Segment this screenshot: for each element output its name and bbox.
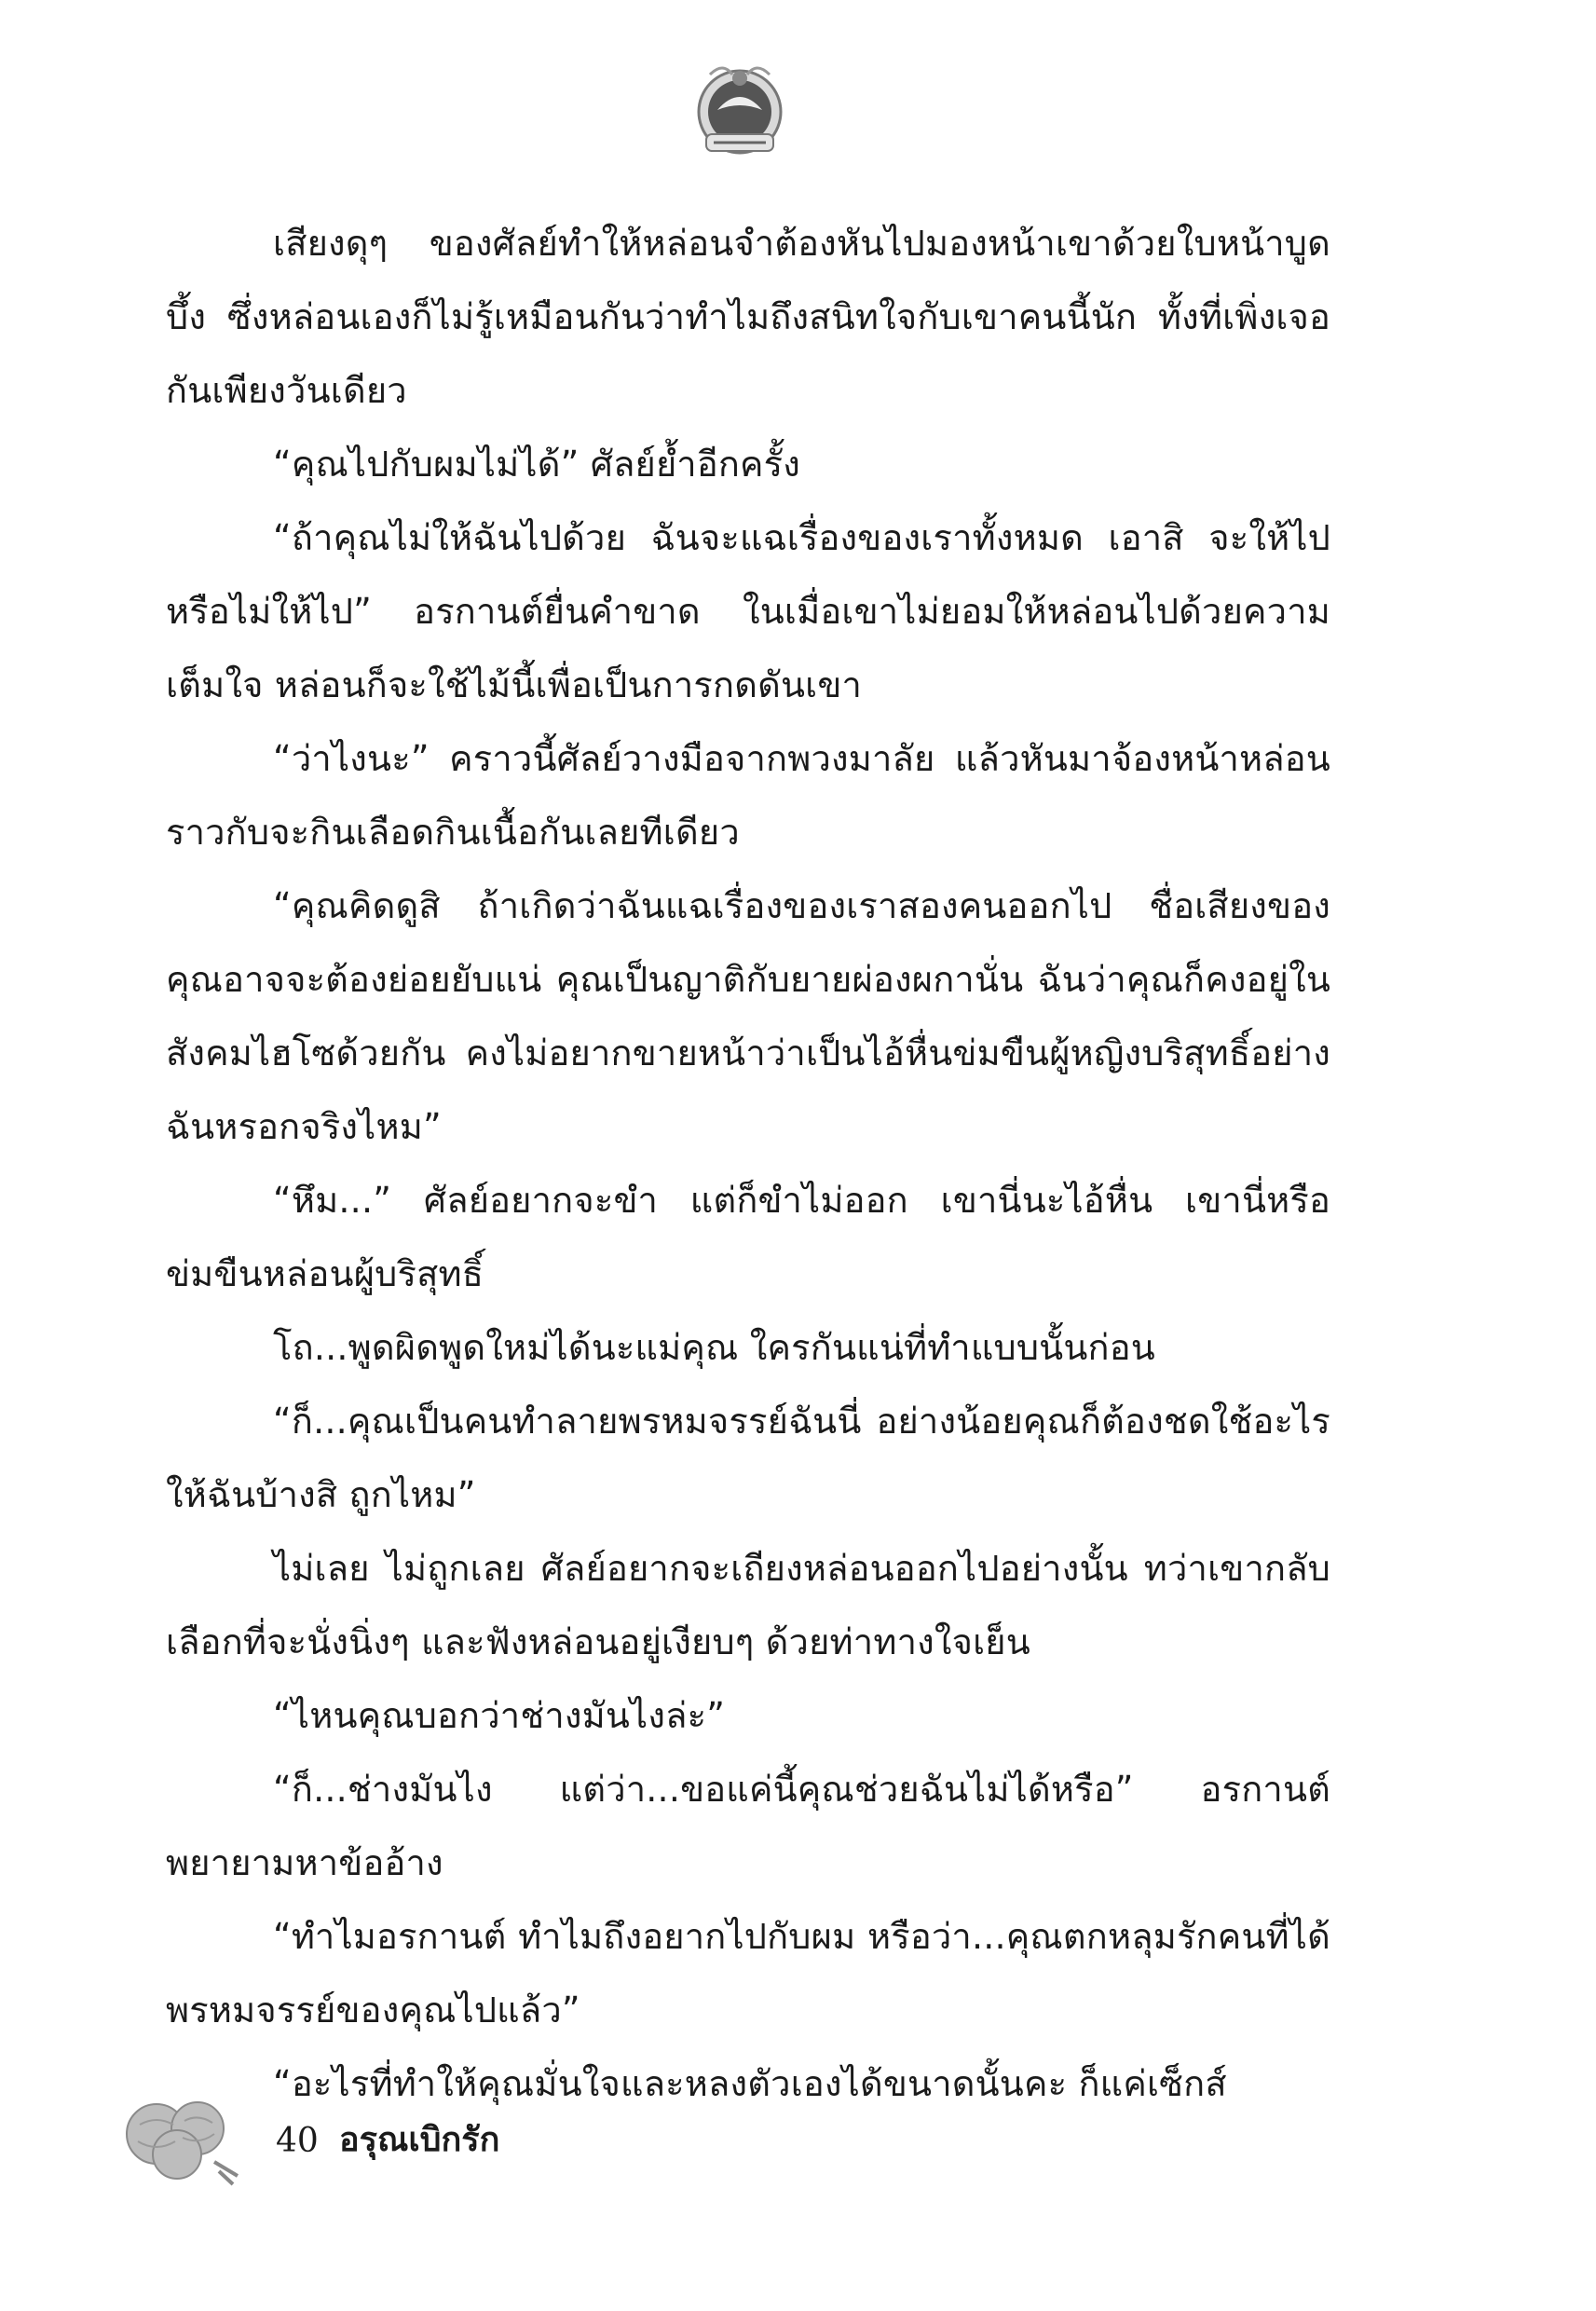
paragraph: “อะไรที่ทำให้คุณมั่นใจและหลงตัวเองได้ขนาดนั้นคะ ก็แค่เซ็กส์ bbox=[273, 2063, 1227, 2104]
paragraph: “ว่าไงนะ” คราวนี้ศัลย์วางมือจากพวงมาลัย แล้วหันมาจ้องหน้าหล่อนราวกับจะกินเลือดกินเนื้อกันเลยทีเดียว bbox=[166, 738, 1330, 853]
paragraph: เสียงดุๆ ของศัลย์ทำให้หล่อนจำต้องหันไปมองหน้าเขาด้วยใบหน้าบูดบึ้ง ซึ่งหล่อนเองก็ไม่รู้เหมือนกันว่าทำไมถึงสนิทใจกับเขาคนนี้นัก ทั้งที่เพิ่งเจอกันเพียงวันเดียว bbox=[166, 223, 1330, 411]
story-text bbox=[166, 207, 1330, 2121]
paragraph: “ก็...คุณเป็นคนทำลายพรหมจรรย์ฉันนี่ อย่างน้อยคุณก็ต้องชดใช้อะไรให้ฉันบ้างสิ ถูกไหม” bbox=[166, 1401, 1330, 1515]
paragraph: “ทำไมอรกานต์ ทำไมถึงอยากไปกับผม หรือว่า...คุณตกหลุมรักคนที่ได้พรหมจรรย์ของคุณไปแล้ว” bbox=[166, 1916, 1330, 2031]
paragraph: “ไหนคุณบอกว่าช่างมันไงล่ะ” bbox=[273, 1695, 726, 1736]
paragraph: โถ...พูดผิดพูดใหม่ได้นะแม่คุณ ใครกันแน่ที่ทำแบบนั้นก่อน bbox=[273, 1327, 1155, 1368]
page-number: 40 bbox=[276, 2122, 319, 2160]
paragraph: “หึม...” ศัลย์อยากจะขำ แต่ก็ขำไม่ออก เขานี่นะไอ้หื่น เขานี่หรือข่มขืนหล่อนผู้บริสุทธิ์ bbox=[166, 1180, 1330, 1294]
page-footer bbox=[112, 2087, 764, 2190]
paragraph: “ถ้าคุณไม่ให้ฉันไปด้วย ฉันจะแฉเรื่องของเราทั้งหมด เอาสิ จะให้ไปหรือไม่ให้ไป” อรกานต์ยื่นคำขาด ในเมื่อเขาไม่ยอมให้หล่อนไปด้วยความเต็มใจ หล่อนก็จะใช้ไม้นี้เพื่อเป็นการกดดันเขา bbox=[166, 517, 1330, 705]
publisher-emblem-icon bbox=[686, 56, 794, 164]
paragraph: “คุณคิดดูสิ ถ้าเกิดว่าฉันแฉเรื่องของเราสองคนออกไป ชื่อเสียงของคุณอาจจะต้องย่อยยับแน่ คุณเป็นญาติกับยายผ่องผกานั่น ฉันว่าคุณก็คงอยู่ในสังคมไฮโซด้วยกัน คงไม่อยากขายหน้าว่าเป็นไอ้หื่นข่มขืนผู้หญิงบริสุทธิ์อย่างฉันหรอกจริงไหม” bbox=[166, 885, 1330, 1147]
paragraph: “คุณไปกับผมไม่ได้” ศัลย์ย้ำอีกครั้ง bbox=[273, 444, 801, 485]
paragraph: “ก็...ช่างมันไง แต่ว่า...ขอแค่นี้คุณช่วยฉันไม่ได้หรือ” อรกานต์พยายามหาข้ออ้าง bbox=[166, 1769, 1330, 1883]
book-title: อรุณเบิกรัก bbox=[339, 2121, 500, 2159]
paragraph: ไม่เลย ไม่ถูกเลย ศัลย์อยากจะเถียงหล่อนออกไปอย่างนั้น ทว่าเขากลับเลือกที่จะนั่งนิ่งๆ และฟังหล่อนอยู่เงียบๆ ด้วยท่าทางใจเย็น bbox=[166, 1548, 1330, 1662]
marigold-flower-icon bbox=[112, 2087, 252, 2190]
